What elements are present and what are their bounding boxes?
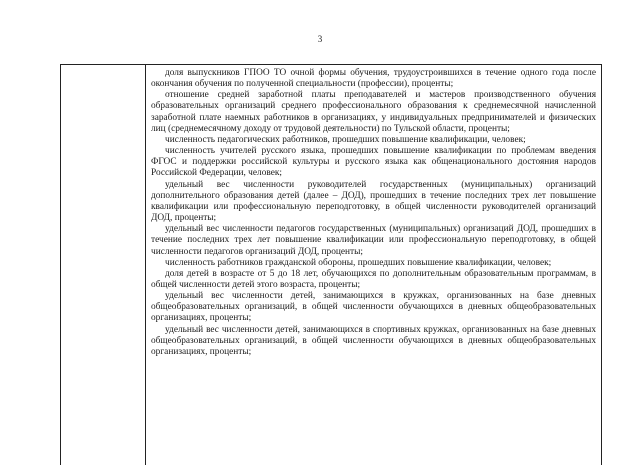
table-left-column	[61, 65, 146, 465]
indicator-paragraph: доля детей в возрасте от 5 до 18 лет, обучающихся по дополнительным образовательным программам, в общей численности детей этого возраста, проценты;	[151, 268, 596, 290]
indicator-paragraph: численность работников гражданской обороны, прошедших повышение квалификации, человек;	[165, 257, 552, 268]
indicator-paragraph: доля выпускников ГПОО ТО очной формы обучения, трудоустроившихся в течение одного года после окончания обучения по полученной специальности (профессии), проценты;	[151, 68, 596, 90]
indicator-paragraph: удельный вес численности педагогов государственных (муниципальных) организаций ДОД, прошедших в течение последних трех лет повышение квалификации или профессиональную переподготовку, в общей численности педагогов организаций ДОД, проценты;	[151, 224, 596, 257]
indicator-paragraph: отношение средней заработной платы преподавателей и мастеров производственного обучения образовательных организаций среднего профессионального образования к среднемесячной начисленной заработной плате наемных работников в организациях, у индивидуальных предпринимателей и физических лиц (среднемесячному доходу от трудовой деятельности) по Тульской области, проценты;	[151, 90, 596, 134]
indicator-paragraph: численность учителей русского языка, прошедших повышение квалификации по проблемам введения ФГОС и поддержки российской культуры и русского языка как общенационального достояния народов Российской Федерации, человек;	[151, 146, 596, 179]
indicator-paragraph: удельный вес численности руководителей государственных (муниципальных) организаций дополнительного образования детей (далее – ДОД), прошедших в течение последних трех лет повышение квалификации или профессиональную переподготовку, в общей численности руководителей организаций ДОД, проценты;	[151, 179, 596, 224]
indicator-paragraph: удельный вес численности детей, занимающихся в кружках, организованных на базе дневных общеобразовательных организаций, в общей численности обучающихся в дневных общеобразовательных организациях, проценты;	[151, 291, 596, 324]
table-right-column	[146, 65, 601, 465]
indicator-paragraph: численность педагогических работников, прошедших повышение квалификации, человек;	[165, 134, 526, 145]
indicator-paragraph: удельный вес численности детей, занимающихся в спортивных кружках, организованных на базе дневных общеобразовательных организаций, в общей численности обучающихся в дневных общеобразовательных организациях, проценты;	[151, 324, 596, 357]
document-table	[60, 64, 602, 465]
page-number: 3	[317, 34, 323, 44]
